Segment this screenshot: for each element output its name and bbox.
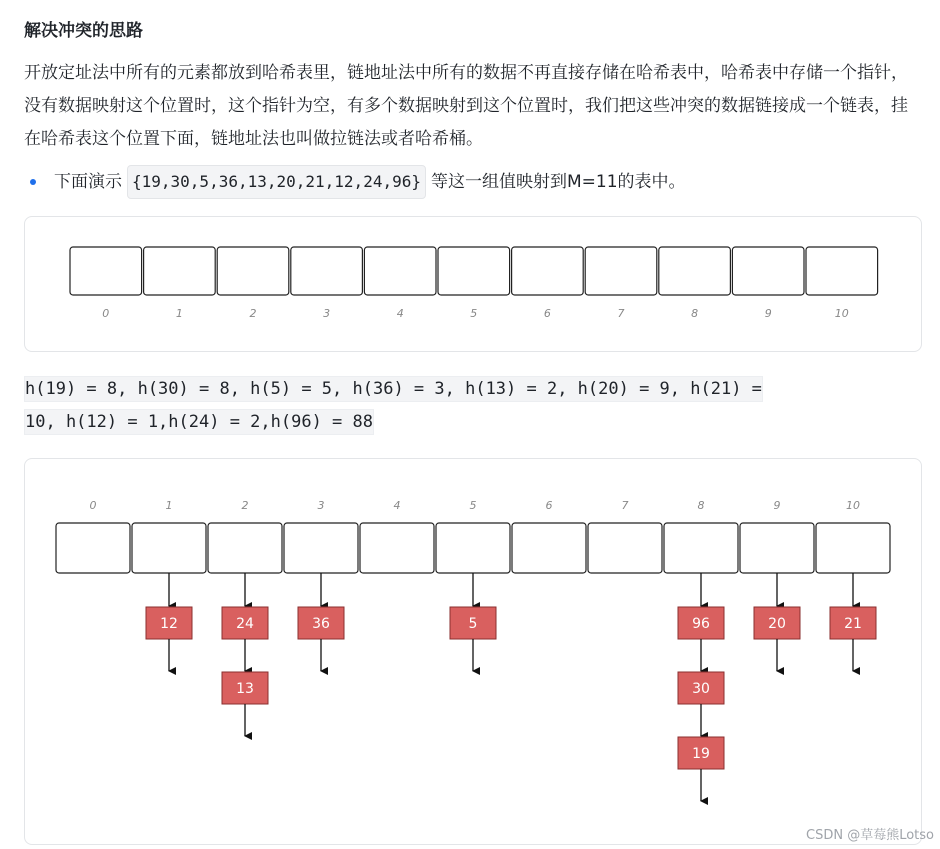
empty-table-svg — [25, 217, 921, 351]
chain-node-value: 19 — [692, 746, 710, 762]
slot-index-label: 1 — [175, 307, 183, 320]
table-slot-6 — [512, 523, 586, 573]
slot-index-label: 5 — [470, 307, 478, 320]
table-slot-10 — [806, 247, 878, 295]
watermark: CSDN @草莓熊Lotso — [806, 828, 934, 843]
chained-table-svg — [25, 459, 921, 844]
empty-table-diagram — [24, 216, 922, 352]
demo-bullet — [24, 165, 686, 199]
table-slot-9 — [732, 247, 804, 295]
explanation-paragraph: 开放定址法中所有的元素都放到哈希表里，链地址法中所有的数据不再直接存储在哈希表中，哈希表中存储一个指针，没有数据映射这个位置时，这个指针为空，有多个数据映射到这个位置时，我们把这些冲突的数据链接成一个链表，挂在哈希表这个位置下面，链地址法也叫做拉链法或者哈希桶。 — [24, 63, 908, 149]
table-slot-8 — [659, 247, 731, 295]
table-slot-3 — [284, 523, 358, 573]
table-slot-2 — [208, 523, 282, 573]
table-slot-1 — [144, 247, 216, 295]
section-heading: 解决冲突的思路 — [24, 21, 143, 41]
chain-node-value: 30 — [692, 681, 710, 697]
chained-table-diagram — [24, 458, 922, 845]
slot-index-label: 3 — [317, 499, 325, 512]
table-slot-7 — [585, 247, 657, 295]
slot-index-label: 10 — [846, 499, 860, 512]
chain-node-value: 21 — [844, 616, 862, 632]
slot-index-label: 7 — [621, 499, 629, 512]
bullet-suffix: 等这一组值映射到M=11的表中。 — [430, 172, 686, 192]
slot-index-label: 2 — [241, 499, 249, 512]
slot-index-label: 6 — [543, 307, 551, 320]
slot-index-label: 8 — [697, 499, 705, 512]
table-slot-3 — [291, 247, 363, 295]
bullet-dot-icon — [30, 179, 36, 185]
slot-index-label: 9 — [764, 307, 772, 320]
slot-index-label: 0 — [89, 499, 97, 512]
slot-index-label: 3 — [323, 307, 331, 320]
table-slot-10 — [816, 523, 890, 573]
slot-index-label: 8 — [691, 307, 699, 320]
slot-index-label: 1 — [165, 499, 173, 512]
table-slot-6 — [512, 247, 584, 295]
slot-index-label: 4 — [393, 499, 401, 512]
hash-values-code — [24, 373, 916, 439]
table-slot-4 — [360, 523, 434, 573]
hash-line-1: h(19) = 8, h(30) = 8, h(5) = 5, h(36) = 3, h(13) = 2, h(20) = 9, h(21) = — [24, 376, 763, 402]
slot-index-label: 7 — [617, 307, 625, 320]
chain-node-value: 13 — [236, 681, 254, 697]
hash-line-2: 10, h(12) = 1,h(24) = 2,h(96) = 88 — [24, 409, 374, 435]
table-slot-5 — [436, 523, 510, 573]
table-slot-0 — [70, 247, 142, 295]
chain-node-value: 96 — [692, 616, 710, 632]
table-slot-2 — [217, 247, 289, 295]
slot-index-label: 10 — [834, 307, 849, 320]
table-slot-4 — [364, 247, 436, 295]
slot-index-label: 9 — [773, 499, 781, 512]
table-slot-1 — [132, 523, 206, 573]
table-slot-7 — [588, 523, 662, 573]
slot-index-label: 6 — [545, 499, 553, 512]
slot-index-label: 4 — [396, 307, 404, 320]
chain-node-value: 5 — [468, 616, 478, 632]
chain-node-value: 12 — [160, 616, 178, 632]
chain-node-value: 20 — [768, 616, 786, 632]
table-slot-5 — [438, 247, 510, 295]
slot-index-label: 2 — [249, 307, 257, 320]
values-code: {19,30,5,36,13,20,21,12,24,96} — [127, 165, 426, 199]
table-slot-0 — [56, 523, 130, 573]
slot-index-label: 0 — [102, 307, 110, 320]
slot-index-label: 5 — [469, 499, 477, 512]
chain-node-value: 36 — [312, 616, 330, 632]
table-slot-9 — [740, 523, 814, 573]
bullet-prefix: 下面演示 — [54, 172, 122, 192]
chain-node-value: 24 — [236, 616, 254, 632]
table-slot-8 — [664, 523, 738, 573]
